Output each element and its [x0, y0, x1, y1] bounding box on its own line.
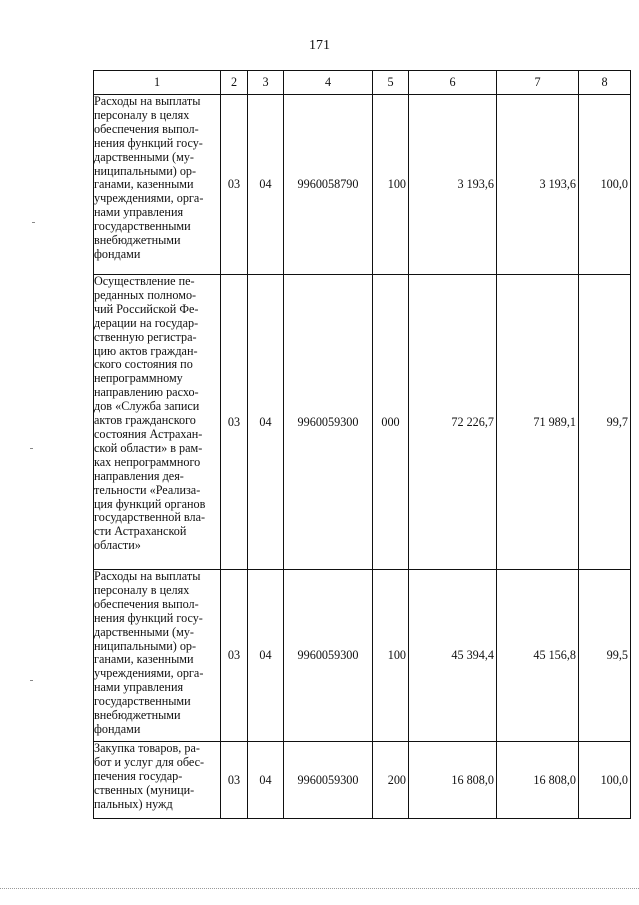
subsection-code: 04 [248, 275, 284, 570]
subsection-code: 04 [248, 95, 284, 275]
section-code: 03 [221, 275, 248, 570]
execution-percent: 100,0 [579, 742, 631, 819]
scan-artifact [30, 680, 33, 681]
expense-type-code: 000 [373, 275, 409, 570]
header-cell: 5 [373, 71, 409, 95]
table-row [94, 570, 631, 742]
target-article-code: 9960059300 [284, 275, 373, 570]
row-description: Расходы на выплаты персоналу в целях обеспечения выпол- нения функций госу- дарственными (му- ниципальными) ор- ганами, казенными учреждениями, орга- нами управления государственными внебюджетными фондами [94, 570, 221, 742]
table-header-row [94, 71, 631, 95]
subsection-code: 04 [248, 742, 284, 819]
section-code: 03 [221, 742, 248, 819]
section-code: 03 [221, 95, 248, 275]
target-article-code: 9960059300 [284, 742, 373, 819]
expense-type-code: 100 [373, 570, 409, 742]
subsection-code: 04 [248, 570, 284, 742]
section-code: 03 [221, 570, 248, 742]
executed-amount: 45 156,8 [497, 570, 579, 742]
executed-amount: 3 193,6 [497, 95, 579, 275]
executed-amount: 16 808,0 [497, 742, 579, 819]
target-article-code: 9960059300 [284, 570, 373, 742]
target-article-code: 9960058790 [284, 95, 373, 275]
header-cell: 4 [284, 71, 373, 95]
planned-amount: 72 226,7 [409, 275, 497, 570]
table-row [94, 742, 631, 819]
execution-percent: 100,0 [579, 95, 631, 275]
header-cell: 2 [221, 71, 248, 95]
scan-artifact [30, 448, 33, 449]
page-number: 171 [309, 38, 330, 53]
header-cell: 8 [579, 71, 631, 95]
table-row [94, 95, 631, 275]
execution-percent: 99,5 [579, 570, 631, 742]
row-description: Осуществление пе- реданных полномо- чий Российской Фе- дерации на государ- ственную регистра- цию актов граждан- ского состояния по непрограммному направлению расхо- дов «Служба записи актов гражданского состояния Астрахан- ской области» в рам- ках непрограммного направления дея- тельности «Реализа- ция функций органов государственной вла- сти Астраханской области» [94, 275, 221, 570]
row-description: Расходы на выплаты персоналу в целях обеспечения выпол- нения функций госу- дарственными (му- ниципальными) ор- ганами, казенными учреждениями, орга- нами управления государственными внебюджетными фондами [94, 95, 221, 275]
budget-table [93, 70, 631, 819]
planned-amount: 3 193,6 [409, 95, 497, 275]
planned-amount: 16 808,0 [409, 742, 497, 819]
planned-amount: 45 394,4 [409, 570, 497, 742]
executed-amount: 71 989,1 [497, 275, 579, 570]
table-row [94, 275, 631, 570]
expense-type-code: 200 [373, 742, 409, 819]
scan-artifact [32, 222, 35, 223]
header-cell: 7 [497, 71, 579, 95]
expense-type-code: 100 [373, 95, 409, 275]
execution-percent: 99,7 [579, 275, 631, 570]
header-cell: 1 [94, 71, 221, 95]
header-cell: 3 [248, 71, 284, 95]
row-description: Закупка товаров, ра- бот и услуг для обес- печения государ- ственных (муници- пальных) нужд [94, 742, 221, 819]
scan-edge-line [0, 888, 639, 889]
header-cell: 6 [409, 71, 497, 95]
